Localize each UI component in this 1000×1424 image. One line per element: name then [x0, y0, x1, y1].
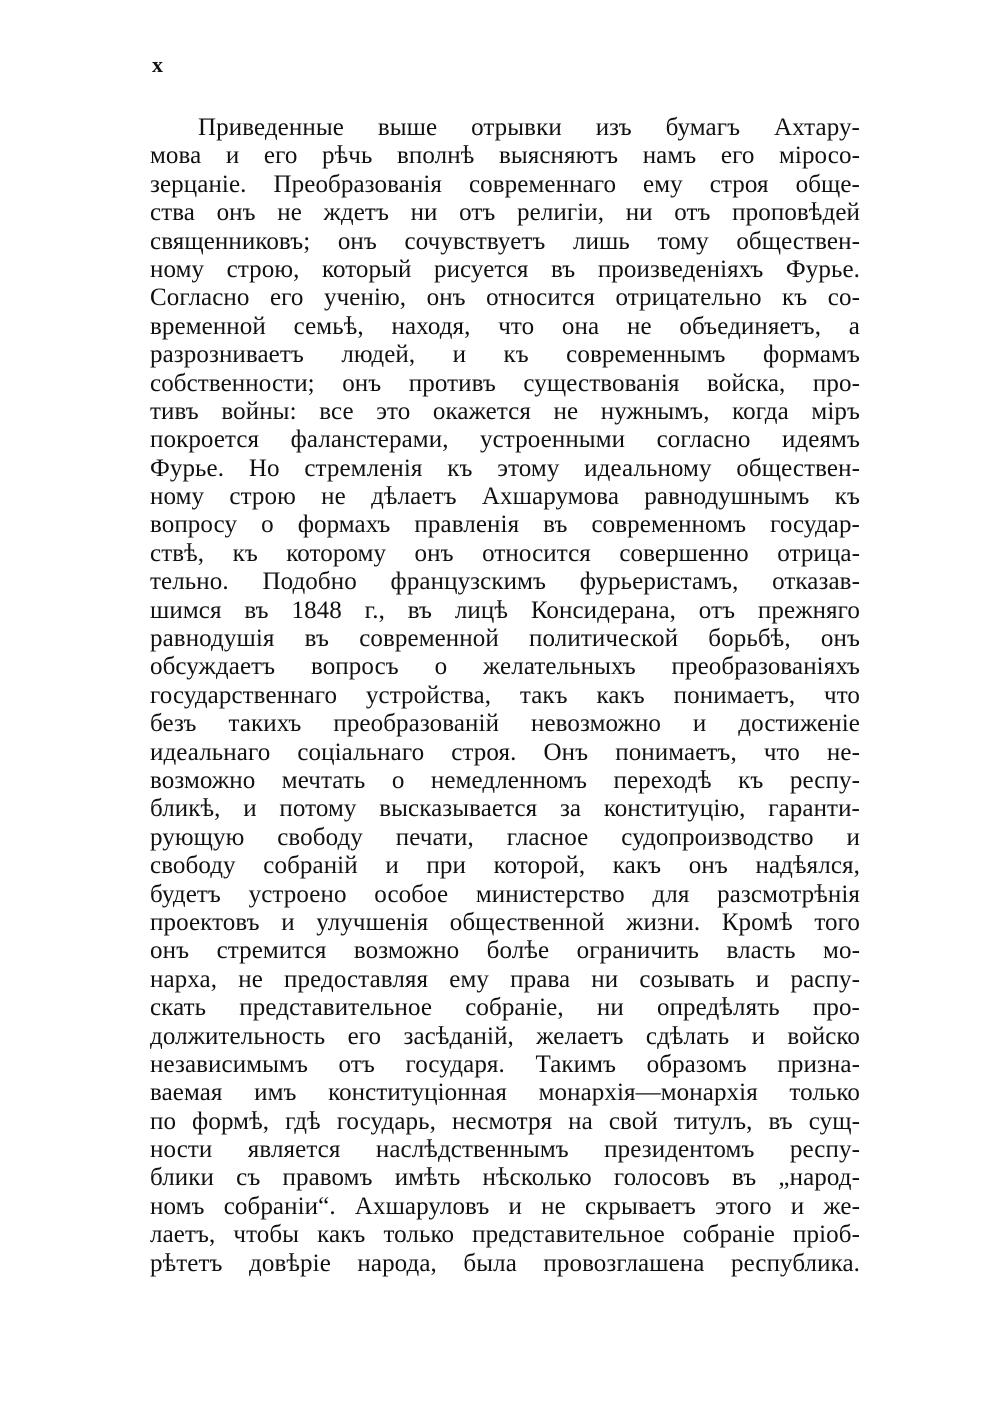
- text-line: собственности; онъ противъ существованія войска, про-: [150, 369, 860, 397]
- text-line: ности является наслѣдственнымъ президентомъ респу-: [150, 1136, 860, 1164]
- text-line: ному строю, который рисуется въ произведеніяхъ Фурье.: [150, 255, 860, 283]
- text-line: рующую свободу печати, гласное судопроизводство и: [150, 823, 860, 851]
- text-line: равнодушія въ современной политической борьбѣ, онъ: [150, 625, 860, 653]
- text-line: ному строю не дѣлаетъ Ахшарумова равнодушнымъ къ: [150, 483, 860, 511]
- text-line: свободу собраній и при которой, какъ онъ надѣялся,: [150, 852, 860, 880]
- text-line: идеальнаго соціальнаго строя. Онъ понимаетъ, что не-: [150, 738, 860, 766]
- text-line: священниковъ; онъ сочувствуетъ лишь тому обществен-: [150, 227, 860, 255]
- text-line: Приведенные выше отрывки изъ бумагъ Ахтару-: [198, 114, 860, 141]
- text-line: Согласно его ученію, онъ относится отрицательно къ со-: [150, 284, 860, 312]
- text-line: государственнаго устройства, такъ какъ понимаетъ, что: [150, 681, 860, 709]
- text-line: ствѣ, къ которому онъ относится совершенно отрица-: [150, 539, 860, 567]
- text-line: онъ стремится возможно болѣе ограничить власть мо-: [150, 937, 860, 965]
- text-line: скать представительное собраніе, ни опредѣлять про-: [150, 994, 860, 1022]
- text-line: тивъ войны: все это окажется не нужнымъ, когда міръ: [150, 397, 860, 425]
- text-line: возможно мечтать о немедленномъ переходѣ къ респу-: [150, 766, 860, 794]
- text-line: зерцаніе. Преобразованія современнаго ему строя обще-: [150, 170, 860, 198]
- text-line: должительность его засѣданій, желаетъ сдѣлать и войско: [150, 1022, 860, 1050]
- text-line: номъ собраніи“. Ахшаруловъ и не скрываетъ этого и же-: [150, 1192, 860, 1220]
- text-line: по формѣ, гдѣ государь, несмотря на свой титулъ, въ сущ-: [150, 1107, 860, 1135]
- text-line: тельно. Подобно французскимъ фурьеристамъ, отказав-: [150, 568, 860, 596]
- text-line: разрозниваетъ людей, и къ современнымъ формамъ: [150, 341, 860, 369]
- text-line: Фурье. Но стремленія къ этому идеальному обществен-: [150, 454, 860, 482]
- text-line: рѣтетъ довѣріе народа, была провозглашена республика.: [150, 1249, 860, 1277]
- text-line: бликѣ, и потому высказывается за конституцію, гаранти-: [150, 795, 860, 823]
- text-line: безъ такихъ преобразованій невозможно и достиженіе: [150, 710, 860, 738]
- text-line: лаетъ, чтобы какъ только представительное собраніе пріоб-: [150, 1221, 860, 1249]
- text-line: ства онъ не ждетъ ни отъ религіи, ни отъ проповѣдей: [150, 199, 860, 227]
- text-line: шимся въ 1848 г., въ лицѣ Консидерана, отъ прежняго: [150, 596, 860, 624]
- text-line: обсуждаетъ вопросъ о желательныхъ преобразованіяхъ: [150, 653, 860, 681]
- text-line: мова и его рѣчь вполнѣ выясняютъ намъ его міросо-: [150, 142, 860, 170]
- text-line: покроется фаланстерами, устроенными согласно идеямъ: [150, 426, 860, 454]
- text-line: блики съ правомъ имѣть нѣсколько голосовъ въ „народ-: [150, 1164, 860, 1192]
- text-line: временной семьѣ, находя, что она не объединяетъ, а: [150, 312, 860, 340]
- text-line: проектовъ и улучшенія общественной жизни. Кромѣ того: [150, 908, 860, 936]
- text-line: ваемая имъ конституціонная монархія—монархія только: [150, 1079, 860, 1107]
- page-number: x: [152, 52, 163, 77]
- body-text: [150, 114, 860, 1278]
- text-line: нарха, не предоставляя ему права ни созывать и распу-: [150, 965, 860, 993]
- text-line: вопросу о формахъ правленія въ современномъ государ-: [150, 511, 860, 539]
- text-line: будетъ устроено особое министерство для разсмотрѣнія: [150, 880, 860, 908]
- text-line: независимымъ отъ государя. Такимъ образомъ призна-: [150, 1050, 860, 1078]
